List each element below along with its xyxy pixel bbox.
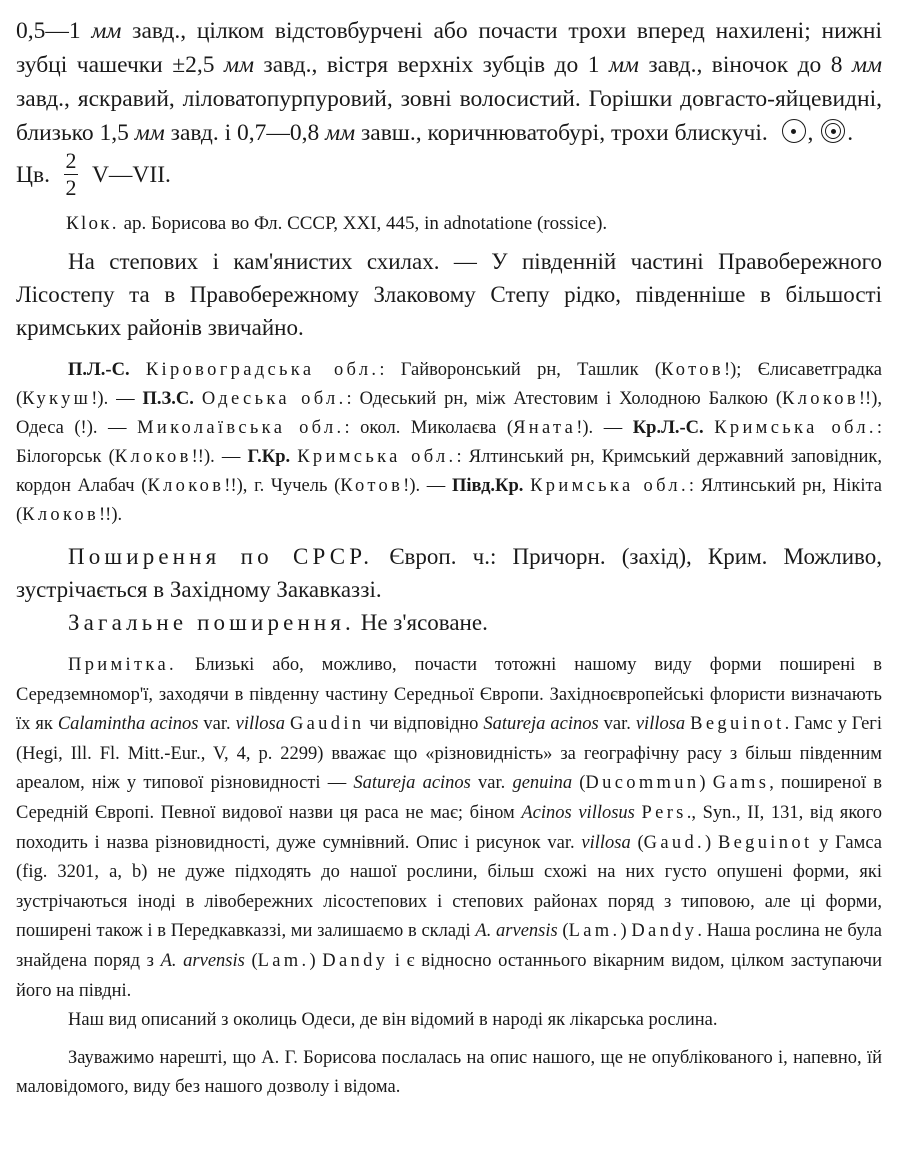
note-paragraph: Примітка. Близькі або, можливо, почасти тотожні нашому виду форми поширені в Середземномор'ї, заходячи в південну частину Середньої Європи. Західноєвропейські флористи визначають їх як Calamintha acinos var. villosa Gaudin чи відповідно Satureja acinos var. villosa Beguinot. Гамс у Гегі (Hegi, Ill. Fl. Mitt.-Eur., V, 4, p. 2299) вважає що «різновидність» за географічну расу з більш південним ареалом, ніж у типової різновидності — Satureja acinos var. genuina (Ducommun) Gams, поширеної в Середній Європі. Певної видової назви ця раса не має; біном Acinos villosus Pers., Syn., II, 131, від якого походить і назва різновидності, дуже сумнівний. Опис і рисунок var. villosa (Gaud.) Beguinot у Гамса (fig. 3201, a, b) не дуже підходять до нашої рослини, більш схожі на них густо опушені форми, які зустрічаються іноді в лівобережних лісостепових і степових районах поряд з типовою, але ці форми, поширені також і в Передкавказзі, ми залишаємо в складі A. arvensis (Lam.) Dandy. Наша рослина не була знайдена поряд з A. arvensis (Lam.) Dandy і є відносно останнього вікарним видом, цілком заступаючи його на півдні.: [16, 655, 883, 1001]
localities-paragraph: П.Л.-С. Кіровоградська обл.: Гайворонський рн, Ташлик (Котов!); Єлисаветградка (Кукуш!). — П.З.С. Одеська обл.: Одеський рн, між Атестовим і Холодною Балкою (Клоков!!), Одеса (!). — Миколаївська обл.: окол. Миколаєва (Яната!). — Кр.Л.-С. Кримська обл.: Білогорськ (Клоков!!). — Г.Кр. Кримська обл.: Ялтинський рн, Кримський державний заповідник, кордон Алабач (Клоков!!), г. Чучель (Котов!). — Півд.Кр. Кримська обл.: Ялтинський рн, Нікіта (Клоков!!).: [16, 360, 883, 525]
distribution-general: Загальне поширення. Не з'ясоване.: [68, 610, 488, 635]
flowering-fraction: $\frac{2}{2}$: [65, 148, 77, 200]
note-paragraph-3: Зауважимо нарешті, що А. Г. Борисова послалась на опис нашого, ще не опублікованого і, напевно, їй маловідомого, виду без нашого дозволу і відома.: [16, 1047, 882, 1098]
flowering-period: Цв. $\frac{2}{2}$ V—VII.: [16, 148, 171, 200]
typus-reference: Кlок. ар. Борисова во Фл. СССР, XXI, 445, in adnotatione (rossice).: [66, 213, 608, 234]
note-paragraph-2: Наш вид описаний з околиць Одеси, де він відомий в народі як лікарська рослина.: [68, 1010, 718, 1031]
species-description: 0,5—1 мм завд., цілком відстовбурчені або почасти трохи вперед нахилені; нижні зубці чашечки ±2,5 мм завд., вістря верхніх зубців до 1 мм завд., віночок до 8 мм завд., яскравий, ліловатопурпуровий, зовні волосистий. Горішки довгасто-яйцевидні, близько 1,5 мм завд. і 0,7—0,8 мм завш., коричнюватобурі, трохи блискучі. , .: [16, 18, 882, 146]
biennial-symbol-icon: [821, 119, 845, 143]
habitat-paragraph: На степових і кам'янистих схилах. — У південній частині Правобережного Лісостепу та в Правобережному Злаковому Степу рідко, південніше в більшості кримських районів звичайно.: [16, 249, 882, 340]
distribution-ussr: Поширення по СРСР. Європ. ч.: Причорн. (захід), Крим. Можливо, зустрічається в Західному Закавказзі.: [16, 544, 882, 602]
perennial-symbol-icon: [782, 119, 806, 143]
